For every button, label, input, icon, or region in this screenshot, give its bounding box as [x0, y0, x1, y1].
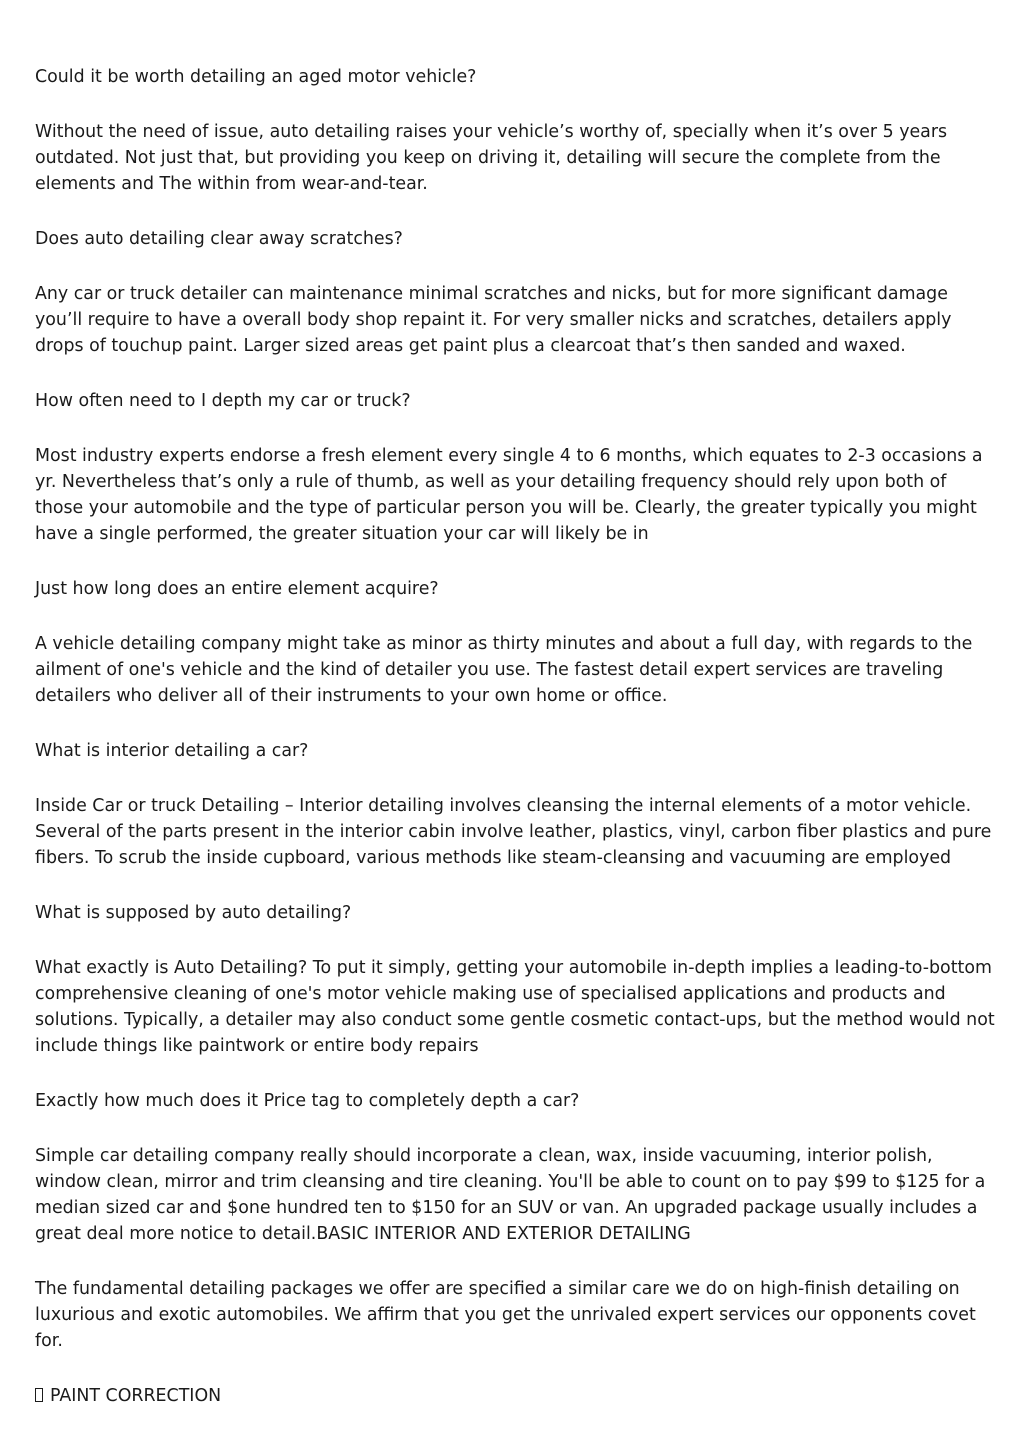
- question-what-is-auto-detailing: What is supposed by auto detailing?: [35, 903, 352, 923]
- answer-detailing-cost: Simple car detailing company really should incorporate a clean, wax, inside vacuuming, interior polish, window clean, mirror and trim cleansing and tire cleaning. You'll be able to count on to pay $99 to $125 for a median sized car and $one hundred ten to $150 for an SUV or van. An upgraded package usually includes a great deal more notice to detail.BASIC INTERIOR AND EXTERIOR DETAILING: [35, 1146, 986, 1244]
- bullet-box-icon: [35, 1388, 43, 1402]
- answer-detailing-removes-scratches: Any car or truck detailer can maintenance minimal scratches and nicks, but for more significant damage you’ll require to have a overall body shop repaint it. For very smaller nicks and scratches, detailers apply drops of touchup paint. Larger sized areas get paint plus a clearcoat that’s then sanded and waxed.: [35, 284, 952, 356]
- paint-correction-heading: [35, 1383, 995, 1409]
- paragraph-fundamental-packages: The fundamental detailing packages we offer are specified a similar care we do on high-finish detailing on luxurious and exotic automobiles. We affirm that you get the unrivaled expert services our opponents covet for.: [35, 1279, 976, 1351]
- question-detailing-removes-scratches: Does auto detailing clear away scratches?: [35, 229, 403, 249]
- answer-how-long-full-detail: A vehicle detailing company might take as minor as thirty minutes and about a full day, with regards to the ailment of one's vehicle and the kind of detailer you use. The fastest detail expert services are traveling detailers who deliver all of their instruments to your own home or office.: [35, 634, 973, 706]
- document-page: [35, 64, 995, 1438]
- question-worth-detailing-aged-vehicle: Could it be worth detailing an aged motor vehicle?: [35, 67, 477, 87]
- paint-correction-label: PAINT CORRECTION: [50, 1386, 222, 1406]
- answer-worth-detailing-aged-vehicle: Without the need of issue, auto detailing raises your vehicle’s worthy of, specially when it’s over 5 years outdated. Not just that, but providing you keep on driving it, detailing will secure the complete from the elements and The within from wear-and-tear.: [35, 122, 948, 194]
- question-how-often-detail: How often need to I depth my car or truck?: [35, 391, 411, 411]
- answer-interior-detailing: Inside Car or truck Detailing – Interior detailing involves cleansing the internal elements of a motor vehicle. Several of the parts present in the interior cabin involve leather, plastics, vinyl, carbon fiber plastics and pure fibers. To scrub the inside cupboard, various methods like steam-cleansing and vacuuming are employed: [35, 796, 992, 868]
- answer-what-is-auto-detailing: What exactly is Auto Detailing? To put it simply, getting your automobile in-depth implies a leading-to-bottom comprehensive cleaning of one's motor vehicle making use of specialised applications and products and solutions. Typically, a detailer may also conduct some gentle cosmetic contact-ups, but the method would not include things like paintwork or entire body repairs: [35, 958, 995, 1056]
- answer-how-often-detail: Most industry experts endorse a fresh element every single 4 to 6 months, which equates to 2-3 occasions a yr. Nevertheless that’s only a rule of thumb, as well as your detailing frequency should rely upon both of those your automobile and the type of particular person you will be. Clearly, the greater typically you might have a single performed, the greater situation your car will likely be in: [35, 446, 983, 544]
- question-interior-detailing: What is interior detailing a car?: [35, 741, 309, 761]
- question-how-long-full-detail: Just how long does an entire element acquire?: [35, 579, 439, 599]
- question-detailing-cost: Exactly how much does it Price tag to completely depth a car?: [35, 1091, 580, 1111]
